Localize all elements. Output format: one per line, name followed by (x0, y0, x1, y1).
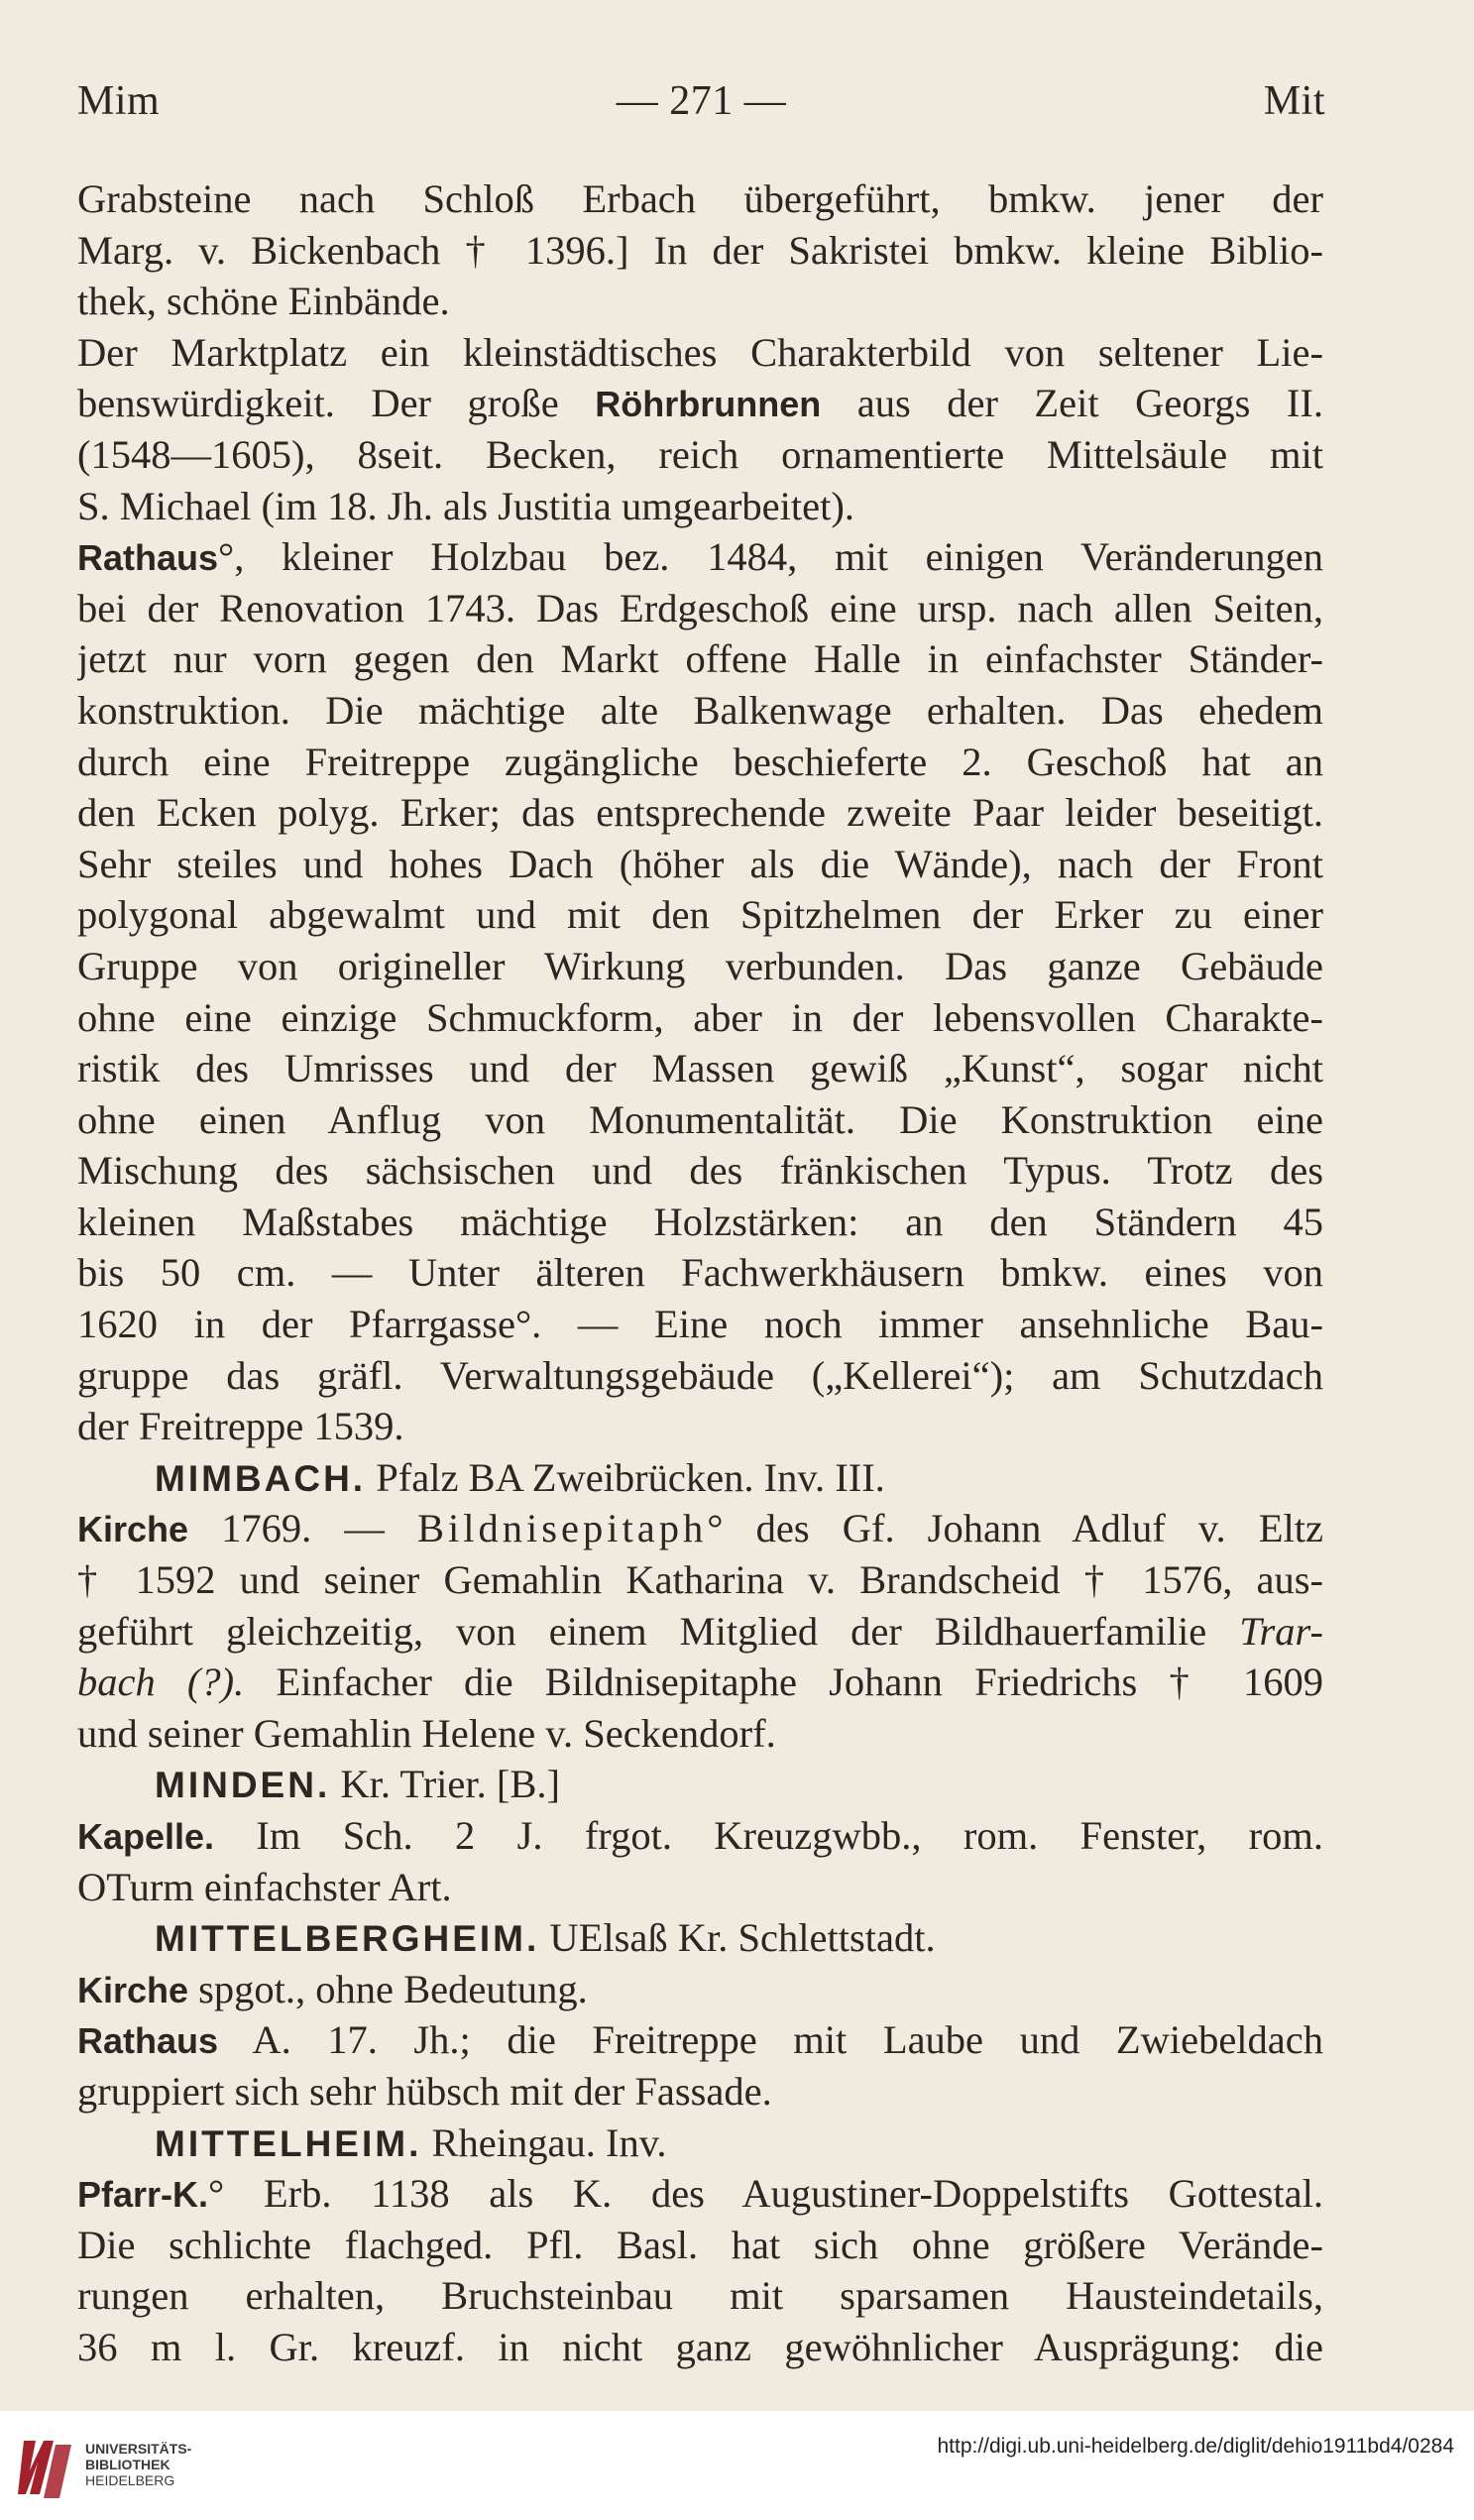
text-line (77, 2066, 1323, 2118)
text-run: aus der Zeit Georgs II. (821, 381, 1323, 426)
running-head-left: Mim (77, 78, 161, 124)
text-line (77, 1862, 1323, 1913)
text-run: Einfacher die Bildnisepitaphe Johann Friedrichs † 1609 (244, 1660, 1323, 1705)
text-line (77, 1043, 1323, 1094)
text-run: ° des Gf. Johann Adluf v. Eltz (707, 1506, 1323, 1551)
text-line (77, 1503, 1323, 1554)
entry-keyword: Rathaus (77, 537, 219, 579)
text-run: bei der Renovation 1743. Das Erdgeschoß eine ursp. nach allen Seiten, (77, 585, 1323, 630)
text-run: kleinen Maßstabes mächtige Holzstärken: an den Ständern 45 (77, 1199, 1323, 1244)
text-run: gruppe das gräfl. Verwaltungsgebäude („Kellerei“); am Schutzdach (77, 1352, 1323, 1398)
text-line (77, 481, 1323, 532)
text-line (77, 839, 1323, 890)
university-library-emblem-icon[interactable] (14, 2433, 77, 2506)
text-run: Bildnisepitaph (417, 1506, 708, 1551)
text-run: † 1592 und seiner Gemahlin Katharina v. Brandscheid † 1576, aus- (77, 1557, 1323, 1603)
footer-bar (0, 2411, 1474, 2520)
entry-keyword: Kirche (77, 1969, 189, 2010)
text-run: bach (?). (77, 1660, 245, 1705)
text-line (77, 327, 1323, 379)
text-line (77, 429, 1323, 481)
entry-heading: MIMBACH. (155, 1457, 367, 1499)
text-run: Der Marktplatz ein kleinstädtisches Charakterbild von seltener Lie- (77, 329, 1323, 375)
text-line (77, 787, 1323, 839)
text-run: Mischung des sächsischen und des fränkischen Typus. Trotz des (77, 1148, 1323, 1194)
entry-keyword: Kapelle. (77, 1816, 215, 1857)
text-line (77, 992, 1323, 1044)
text-run: bis 50 cm. — Unter älteren Fachwerkhäusern bmkw. eines von (77, 1250, 1323, 1296)
text-line (77, 1708, 1323, 1760)
text-run: ohne einen Anflug von Monumentalität. Die Konstruktion eine (77, 1096, 1323, 1142)
text-run: jetzt nur vorn gegen den Markt offene Halle in einfachster Ständer- (77, 636, 1323, 682)
text-line (77, 2168, 1323, 2220)
text-line (77, 2014, 1323, 2066)
text-line (77, 2270, 1323, 2322)
text-run: gruppiert sich sehr hübsch mit der Fassade. (77, 2068, 772, 2114)
text-line (77, 1964, 1323, 2015)
text-line (77, 173, 1323, 225)
text-run: °, kleiner Holzbau bez. 1484, mit einigen Veränderungen (218, 534, 1323, 580)
text-run: benswürdigkeit. Der große (77, 381, 596, 426)
text-run: UElsaß Kr. Schlettstadt. (539, 1915, 936, 1961)
text-run: S. Michael (im 18. Jh. als Justitia umgearbeitet). (77, 483, 854, 528)
body-text (77, 173, 1323, 2373)
text-line (77, 1350, 1323, 1402)
entry-keyword: Rathaus (77, 2020, 219, 2062)
entry-heading: MINDEN. (155, 1765, 331, 1806)
text-run: ristik des Umrisses und der Massen gewiß „Kunst“, sogar nicht (77, 1046, 1323, 1091)
entry-keyword: Röhrbrunnen (595, 384, 822, 425)
text-run: Sehr steiles und hohes Dach (höher als die Wände), nach der Front (77, 841, 1323, 886)
entry-heading: MITTELBERGHEIM. (155, 1918, 540, 1960)
running-head-right: Mit (1263, 78, 1325, 124)
text-run: 1769. — (188, 1506, 418, 1551)
text-line (77, 531, 1323, 583)
text-line (77, 378, 1323, 429)
text-line (77, 889, 1323, 941)
text-line (77, 1912, 1323, 1964)
text-run: Gruppe von origineller Wirkung verbunden. Das ganze Gebäude (77, 943, 1323, 988)
text-line (77, 2322, 1323, 2373)
text-line (77, 941, 1323, 992)
text-run: Die schlichte flachged. Pfl. Basl. hat sich ohne größere Verände- (77, 2222, 1323, 2267)
text-run: Marg. v. Bickenbach † 1396.] In der Sakristei bmkw. kleine Biblio- (77, 227, 1323, 273)
text-run: Pfalz BA Zweibrücken. Inv. III. (366, 1454, 885, 1500)
text-run: (1548—1605), 8seit. Becken, reich ornamentierte Mittelsäule mit (77, 431, 1323, 477)
text-line (77, 1145, 1323, 1197)
text-line (77, 1554, 1323, 1606)
text-run: den Ecken polyg. Erker; das entsprechende zweite Paar leider beseitigt. (77, 790, 1323, 836)
text-run: Rheingau. Inv. (421, 2119, 667, 2165)
text-run: rungen erhalten, Bruchsteinbau mit sparsamen Hausteindetails, (77, 2273, 1323, 2319)
library-name-line-1: UNIVERSITÄTS- (85, 2441, 192, 2457)
text-line (77, 737, 1323, 788)
text-line (77, 1299, 1323, 1350)
text-line (77, 276, 1323, 327)
text-line (77, 1401, 1323, 1452)
text-line (77, 1759, 1323, 1810)
page-number: — 271 — (616, 78, 787, 124)
permalink-url[interactable]: http://digi.ub.uni-heidelberg.de/diglit/dehio1911bd4/0284 (937, 2435, 1454, 2458)
running-head (77, 77, 1325, 137)
text-line (77, 633, 1323, 685)
text-line (77, 583, 1323, 634)
text-run: Kr. Trier. [B.] (330, 1762, 561, 1807)
text-line (77, 1657, 1323, 1708)
text-run: geführt gleichzeitig, von einem Mitglied der Bildhauerfamilie (77, 1608, 1240, 1654)
text-line (77, 1197, 1323, 1248)
library-name-line-2: BIBLIOTHEK (85, 2457, 170, 2472)
entry-heading: MITTELHEIM. (155, 2122, 422, 2164)
text-line (77, 225, 1323, 277)
text-line (77, 2220, 1323, 2271)
text-line (77, 1810, 1323, 1862)
library-name (85, 2441, 191, 2488)
text-line (77, 2118, 1323, 2169)
library-name-line-3: HEIDELBERG (85, 2472, 175, 2488)
text-line (77, 1247, 1323, 1299)
text-run: Trar- (1239, 1608, 1323, 1654)
text-run: durch eine Freitreppe zugängliche beschieferte 2. Geschoß hat an (77, 739, 1323, 784)
text-line (77, 685, 1323, 737)
text-run: ° Erb. 1138 als K. des Augustiner-Doppelstifts Gottestal. (208, 2171, 1323, 2217)
text-line (77, 1606, 1323, 1658)
text-run: spgot., ohne Bedeutung. (188, 1966, 588, 2011)
text-run: 36 m l. Gr. kreuzf. in nicht ganz gewöhnlicher Ausprägung: die (77, 2324, 1323, 2369)
text-run: A. 17. Jh.; die Freitreppe mit Laube und Zwiebeldach (218, 2017, 1323, 2063)
text-line (77, 1452, 1323, 1504)
text-run: der Freitreppe 1539. (77, 1404, 404, 1449)
text-run: polygonal abgewalmt und mit den Spitzhelmen der Erker zu einer (77, 892, 1323, 938)
text-run: und seiner Gemahlin Helene v. Seckendorf. (77, 1710, 776, 1756)
text-run: 1620 in der Pfarrgasse°. — Eine noch immer ansehnliche Bau- (77, 1302, 1323, 1347)
text-run: OTurm einfachster Art. (77, 1864, 452, 1909)
text-run: thek, schöne Einbände. (77, 279, 450, 324)
entry-keyword: Pfarr-K. (77, 2174, 209, 2216)
entry-keyword: Kirche (77, 1509, 189, 1550)
text-run: Grabsteine nach Schloß Erbach übergeführt, bmkw. jener der (77, 176, 1323, 221)
text-run: konstruktion. Die mächtige alte Balkenwage erhalten. Das ehedem (77, 687, 1323, 733)
text-run: ohne eine einzige Schmuckform, aber in der lebensvollen Charakte- (77, 994, 1323, 1040)
text-line (77, 1094, 1323, 1146)
text-run: Im Sch. 2 J. frgot. Kreuzgwbb., rom. Fenster, rom. (214, 1813, 1323, 1858)
